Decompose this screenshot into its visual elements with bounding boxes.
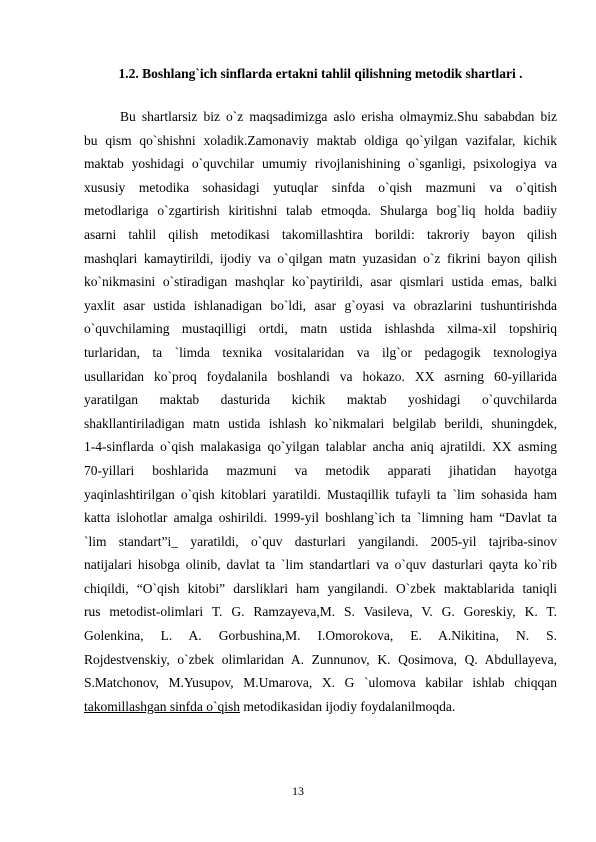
body-paragraph xyxy=(84,105,557,718)
text-line: rus metodist-olimlari T. G. Ramzayeva,M. S. Vasileva, V. G. Goreskiy, K. T. xyxy=(84,604,557,620)
text-line: o`quvchilaming mustaqilligi ortdi, matn ustida ishlashda xilma-xil topshiriq xyxy=(84,321,557,337)
text-line: usullaridan ko`proq foydalanila boshlandi va hokazo. XX asrning 60-yillarida xyxy=(84,368,557,384)
text-line: 70-yillari boshlarida mazmuni va metodik apparati jihatidan hayotga xyxy=(84,462,557,478)
text-line: S.Matchonov, M.Yusupov, M.Umarova, X. G `ulomova kabilar ishlab chiqqan xyxy=(84,675,557,691)
text-line: asarni tahlil qilish metodikasi takomillashtira borildi: takroriy bayon qilish xyxy=(84,226,557,242)
text-line: yaqinlashtirilgan o`qish kitoblari yaratildi. Mustaqillik tufayli ta `lim sohasida ham xyxy=(84,486,557,502)
text-line: Rojdestvenskiy, o`zbek olimlaridan A. Zunnunov, K. Qosimova, Q. Abdullayeva, xyxy=(84,651,557,667)
text-line: ko`nikmasini o`stiradigan mashqlar ko`paytirildi, asar qismlari ustida emas, balki xyxy=(84,274,557,290)
text-line: xususiy metodika sohasidagi yutuqlar sinfda o`qish mazmuni va o`qitish xyxy=(84,179,557,195)
text-line: katta islohotlar amalga oshirildi. 1999-yil boshlang`ich ta `limning ham “Davlat ta xyxy=(84,510,557,526)
text-line: `lim standart”i_ yaratildi, o`quv dasturlari yangilandi. 2005-yil tajriba-sinov xyxy=(84,533,557,549)
section-heading: 1.2. Boshlang`ich sinflarda ertakni tahlil qilishning metodik shartlari . xyxy=(118,66,523,81)
text-line: metodlariga o`zgartirish kiritishni talab etmoqda. Shularga bog`liq holda badiiy xyxy=(84,203,557,219)
text-line: Bu shartlarsiz biz o`z maqsadimizga aslo erisha olmaymiz.Shu sababdan biz xyxy=(120,109,557,124)
final-line-rest: metodikasidan ijodiy foydalanilmoqda. xyxy=(239,698,456,714)
underlined-phrase: takomillashgan sinfda o`qish xyxy=(84,698,240,714)
page-number: 13 xyxy=(292,784,304,798)
text-line: bu qism qo`shishni xoladik.Zamonaviy maktab oldiga qo`yilgan vazifalar, kichik xyxy=(84,132,557,148)
text-line: Golenkina, L. A. Gorbushina,M. I.Omorokova, E. A.Nikitina, N. S. xyxy=(84,628,557,644)
text-line: yaxlit asar ustida ishlanadigan bo`ldi, asar g`oyasi va obrazlarini tushuntirishda xyxy=(84,297,557,313)
text-line: maktab yoshidagi o`quvchilar umumiy rivojlanishining o`sganligi, psixologiya va xyxy=(84,156,557,172)
text-line: shakllantiriladigan matn ustida ishlash ko`nikmalari belgilab berildi, shuningdek, xyxy=(84,415,557,431)
text-line: chiqildi, “O`qish kitobi” darsliklari ham yangilandi. O`zbek maktablarida taniqli xyxy=(84,580,557,596)
text-line: mashqlari kamaytirildi, ijodiy va o`qilgan matn yuzasidan o`z fikrini bayon qilish xyxy=(84,250,557,266)
text-line: turlaridan, ta `limda texnika vositalaridan va ilg`or pedagogik texnologiya xyxy=(84,344,557,360)
text-line: 1-4-sinflarda o`qish malakasiga qo`yilgan talablar ancha aniq ajratildi. XX asming xyxy=(84,439,557,455)
text-line: natijalari hisobga olinib, davlat ta `lim standartlari va o`quv dasturlari qayta ko`rib xyxy=(84,557,557,573)
text-line-final xyxy=(84,695,557,719)
text-line: yaratilgan maktab dasturida kichik maktab yoshidagi o`quvchilarda xyxy=(84,392,557,408)
